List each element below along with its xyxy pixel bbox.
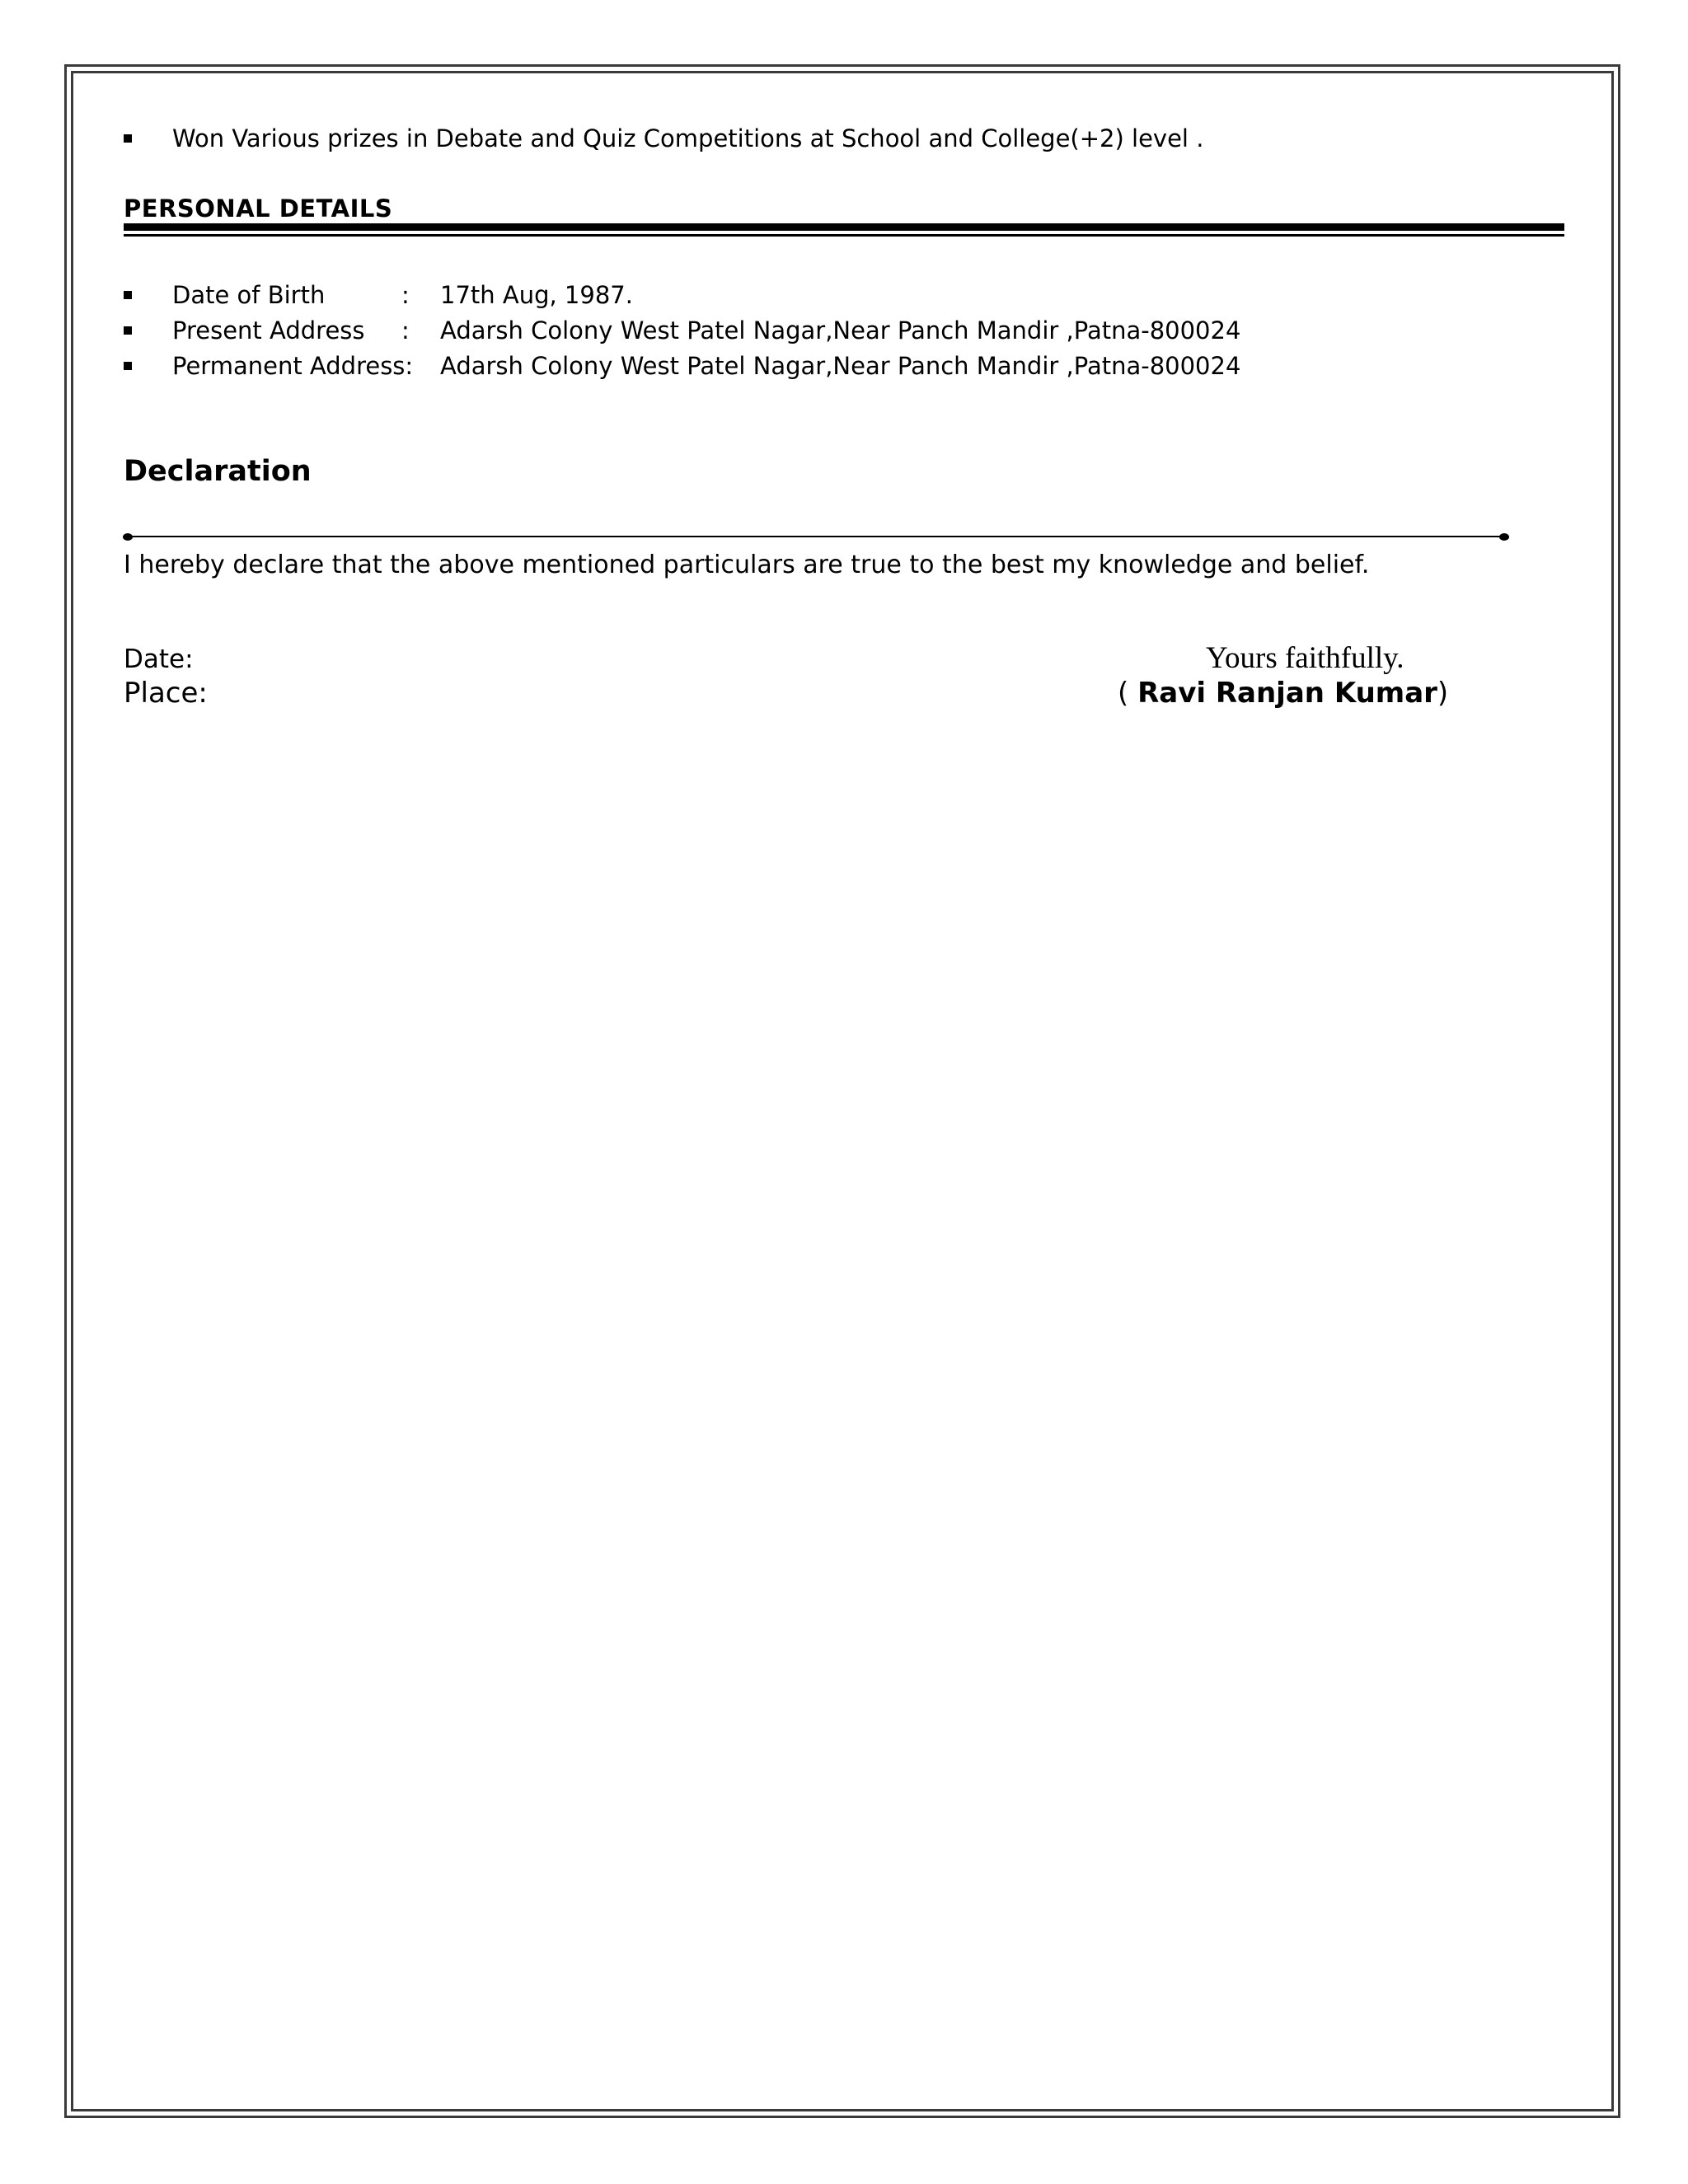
- place-label: Place:: [124, 677, 208, 710]
- present-address-label: Present Address: [172, 316, 365, 344]
- declaration-heading: Declaration: [124, 455, 312, 488]
- rule-end-dot-right: [1499, 533, 1509, 541]
- bullet-icon: [124, 326, 132, 335]
- signature-name: Ravi Ranjan Kumar: [1137, 677, 1437, 710]
- heading-rule-thick: [124, 223, 1564, 231]
- signature-close-paren: ): [1437, 677, 1449, 710]
- signature-line: [1118, 677, 1448, 710]
- present-address-value: Adarsh Colony West Patel Nagar,Near Panch Mandir ,Patna-800024: [440, 316, 1241, 344]
- signature-open-paren: (: [1118, 677, 1138, 710]
- present-address-separator: :: [401, 316, 410, 344]
- declaration-rule: [128, 536, 1506, 537]
- permanent-address-label: Permanent Address:: [172, 352, 414, 380]
- dob-label: Date of Birth: [172, 281, 326, 309]
- bullet-icon: [124, 134, 132, 143]
- achievement-item: Won Various prizes in Debate and Quiz Competitions at School and College(+2) level .: [172, 124, 1204, 152]
- personal-details-heading: PERSONAL DETAILS: [124, 194, 393, 223]
- closing-text: Yours faithfully.: [1206, 641, 1404, 675]
- dob-separator: :: [401, 281, 410, 309]
- bullet-icon: [124, 362, 132, 370]
- bullet-icon: [124, 291, 132, 299]
- permanent-address-value: Adarsh Colony West Patel Nagar,Near Panch Mandir ,Patna-800024: [440, 352, 1241, 380]
- heading-rule-thin: [124, 234, 1564, 237]
- dob-value: 17th Aug, 1987.: [440, 281, 633, 309]
- declaration-text: I hereby declare that the above mentioned particulars are true to the best my knowledge and belief.: [124, 551, 1370, 579]
- date-label: Date:: [124, 644, 194, 674]
